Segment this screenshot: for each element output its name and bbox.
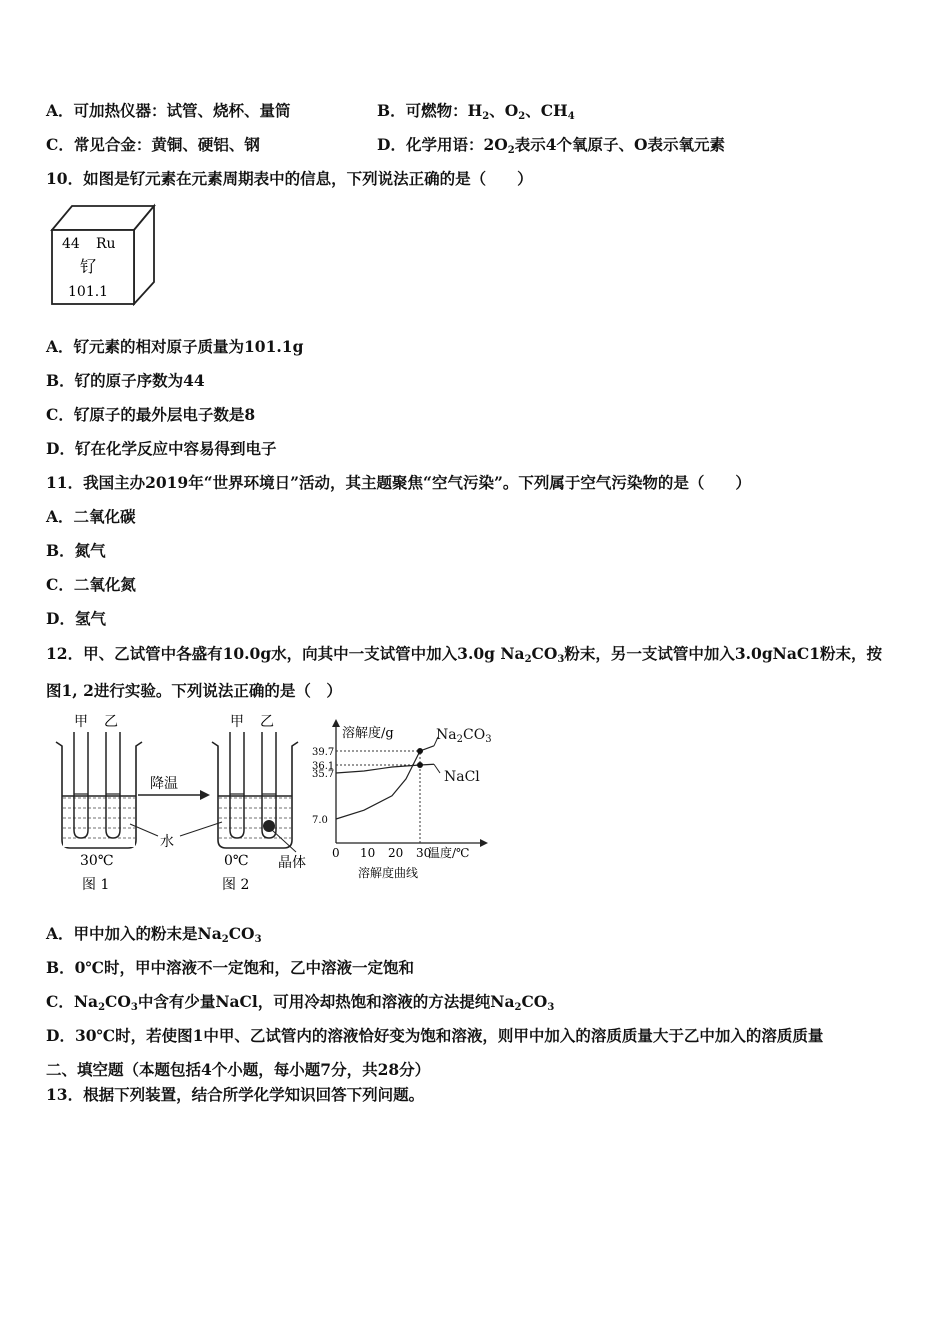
element-name: 钌 — [80, 257, 97, 276]
crystal-label: 晶体 — [278, 855, 306, 871]
x-axis-label: 温度/℃ — [428, 846, 470, 860]
series-label-nacl: NaCl — [444, 769, 480, 785]
x-tick-label: 30 — [416, 846, 432, 860]
fig1-temp: 30℃ — [80, 853, 114, 869]
fig2-temp: 0℃ — [224, 853, 249, 869]
fig2-caption: 图 2 — [222, 877, 250, 893]
y-tick-label: 36.1 — [312, 761, 335, 772]
q12-option-d: D．30℃时，若使图1中甲、乙试管内的溶液恰好变为饱和溶液，则甲中加入的溶质质量大于乙中加入的溶质质量 — [46, 1026, 824, 1045]
q11-option-b: B．氮气 — [46, 541, 106, 560]
x-tick-label: 10 — [360, 846, 376, 860]
section2-heading: 二、填空题（本题包括4个小题，每小题7分，共28分） — [46, 1060, 431, 1079]
series-line-na2co3 — [336, 746, 434, 819]
q10-option-b: B．钌的原子序数为44 — [46, 371, 205, 390]
element-card — [48, 202, 158, 306]
q12-stem-line2: 图1, 2进行实验。下列说法正确的是（ ） — [46, 681, 342, 700]
element-mass: 101.1 — [68, 284, 109, 300]
fig1-jia-label: 甲 — [74, 714, 88, 730]
y-tick-label: 39.7 — [312, 747, 335, 758]
y-axis-label: 溶解度/g — [342, 726, 394, 741]
q9-option-a: A．可加热仪器：试管、烧杯、量筒 — [46, 101, 291, 120]
q10-option-d: D．钌在化学反应中容易得到电子 — [46, 439, 277, 458]
fig1-caption: 图 1 — [82, 877, 110, 893]
cooling-label: 降温 — [150, 776, 178, 792]
x-tick-label: 20 — [388, 846, 404, 860]
q12-option-c: C．$Na_2CO_3$中含有少量NaCl，可用冷却热饱和溶液的方法提纯$Na_2CO_3$ — [46, 992, 555, 1013]
crystal-blob — [263, 820, 275, 832]
q12-option-a: A．甲中加入的粉末是$Na_2CO_3$ — [46, 924, 262, 945]
fig1-yi-label: 乙 — [104, 714, 118, 730]
q11-stem: 11．我国主办2019年“世界环境日”活动，其主题聚焦“空气污染”。下列属于空气污染物的是（ ） — [46, 473, 751, 492]
q9-option-b: B．可燃物：$H_2$、$O_2$、$CH_4$ — [377, 101, 575, 122]
marked-point — [417, 748, 423, 754]
marked-point — [417, 762, 423, 768]
beaker-fig2 — [212, 732, 298, 848]
q9-option-d: D．化学用语：$2O_2$表示4个氧原子、O表示氧元素 — [377, 135, 725, 156]
q11-option-c: C．二氧化氮 — [46, 575, 136, 594]
q10-option-c: C．钌原子的最外层电子数是8 — [46, 405, 256, 424]
q10-stem: 10．如图是钌元素在元素周期表中的信息，下列说法正确的是（ ） — [46, 169, 533, 188]
y-tick-label: 7.0 — [312, 815, 328, 826]
water-label: 水 — [160, 834, 174, 850]
y-tick-label: 35.7 — [312, 769, 335, 780]
q9-option-c: C．常见合金：黄铜、硬铝、钢 — [46, 135, 260, 154]
x-tick-label: 0 — [332, 846, 340, 860]
q12-stem: 12．甲、乙试管中各盛有10.0g水，向其中一支试管中加入3.0g $Na_2CO_3$粉末，另一支试管中加入3.0gNaC1粉末，按 — [46, 644, 882, 665]
element-atomic-number: 44 — [62, 236, 80, 252]
q12-option-b: B．0℃时，甲中溶液不一定饱和，乙中溶液一定饱和 — [46, 958, 414, 977]
chart-title: 溶解度曲线 — [358, 866, 419, 880]
q11-option-d: D．氢气 — [46, 609, 106, 628]
q10-option-a: A．钌元素的相对原子质量为101.1g — [46, 337, 304, 356]
leader-nacl — [434, 764, 440, 773]
q11-option-a: A．二氧化碳 — [46, 507, 136, 526]
series-label-na2co3: $Na_2CO_3$ — [436, 727, 492, 745]
fig2-yi-label: 乙 — [260, 714, 274, 730]
fig2-jia-label: 甲 — [230, 714, 244, 730]
element-symbol: Ru — [96, 236, 116, 252]
beaker-fig1 — [56, 732, 142, 848]
q13-stem: 13．根据下列装置，结合所学化学知识回答下列问题。 — [46, 1085, 425, 1104]
experiment-figure — [50, 712, 330, 900]
